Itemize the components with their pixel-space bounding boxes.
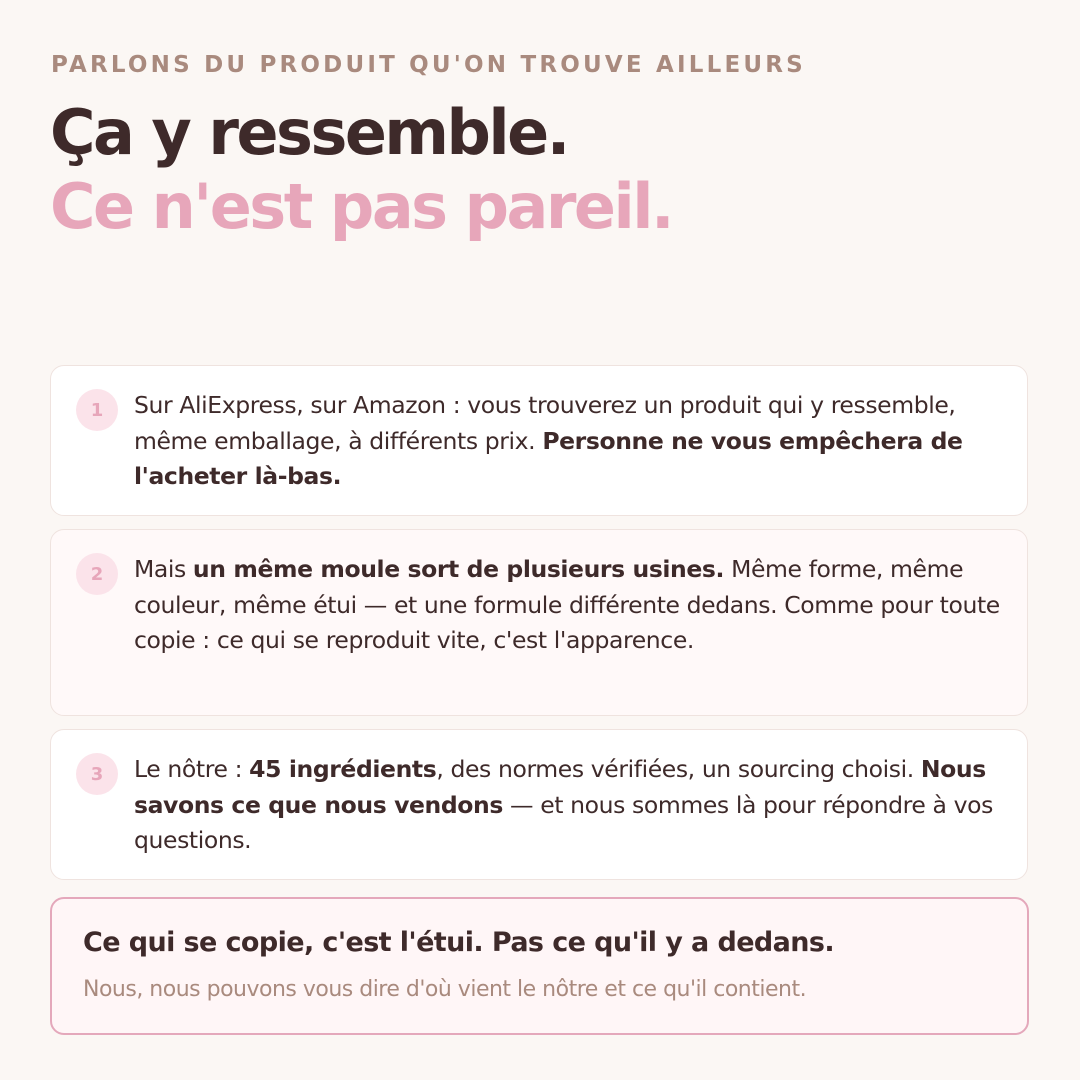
bold-segment: un même moule sort de plusieurs usines. [192,555,725,583]
callout-title: Ce qui se copie, c'est l'étui. Pas ce qu'il y a dedans. [83,927,835,958]
point-text [134,388,1007,495]
eyebrow-label: PARLONS DU PRODUIT QU'ON TROUVE AILLEURS [51,52,806,78]
headline [50,96,672,244]
text-segment: Le nôtre : [134,755,250,783]
text-segment: Même forme, même couleur, même étui — et une formule différente dedans. Comme pour toute copie : ce qui se reproduit vite, c'est l'apparence. [134,555,1000,654]
bold-segment: 45 ingrédients [249,755,437,783]
bold-segment: Personne ne vous empêchera de l'acheter là-bas. [134,426,963,490]
text-segment: Mais [134,555,193,583]
point-number-badge: 3 [76,753,118,795]
bold-segment: Nous savons ce que nous vendons [134,755,986,819]
point-card-3 [50,729,1028,880]
point-text [134,752,1007,859]
point-card-1 [50,365,1028,516]
point-number-badge: 2 [76,553,118,595]
callout-box [50,897,1029,1035]
headline-line-2: Ce n'est pas pareil. [50,170,673,243]
text-segment: — et nous sommes là pour répondre à vos questions. [134,790,993,854]
point-text [134,552,1007,659]
headline-line-1: Ça y ressemble. [50,96,568,169]
point-card-2 [50,529,1028,716]
text-segment: Sur AliExpress, sur Amazon : vous trouverez un produit qui y ressemble, même emballage, à différents prix. [134,391,956,455]
text-segment: , des normes vérifiées, un sourcing choisi. [436,755,921,783]
callout-subtitle: Nous, nous pouvons vous dire d'où vient le nôtre et ce qu'il contient. [83,977,807,1002]
point-number-badge: 1 [76,389,118,431]
